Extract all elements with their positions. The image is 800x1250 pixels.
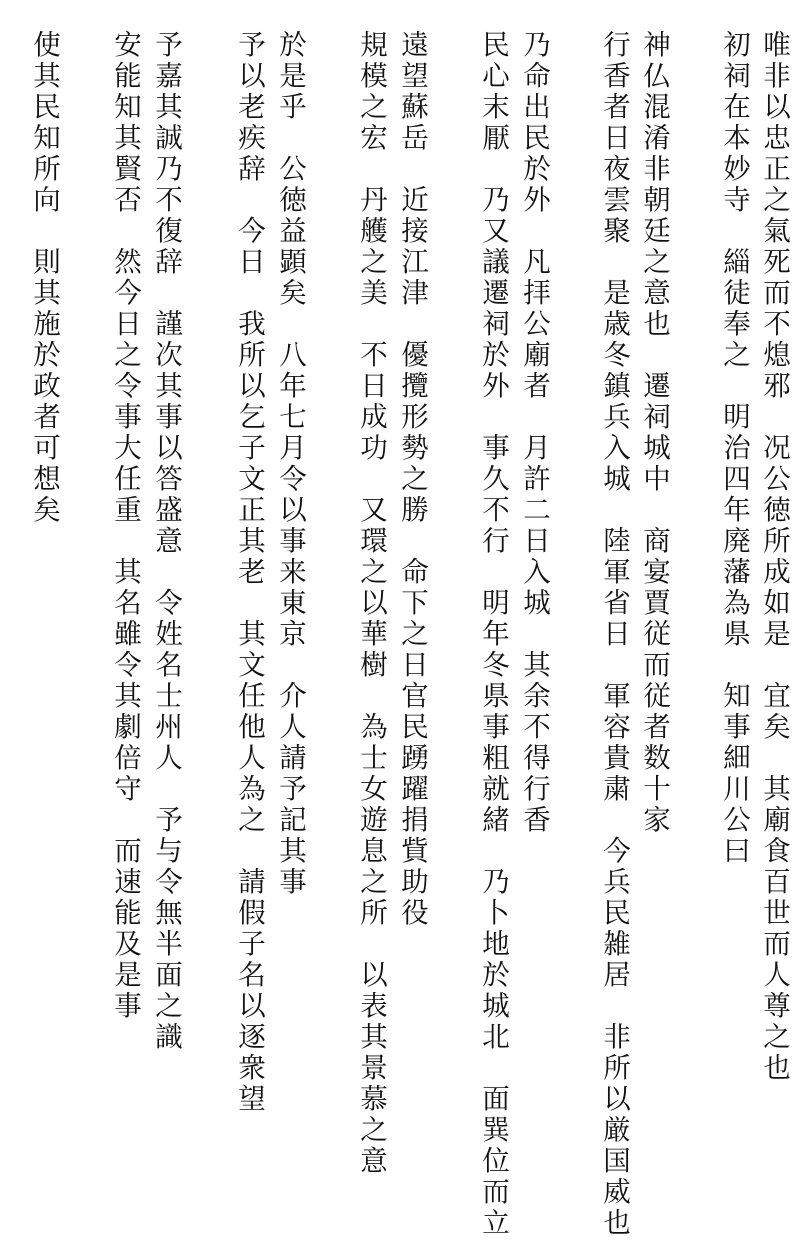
text-column-12: 安能知其賢否 然今日之令事大任重 其名雖令其劇倍守 而速能及是事 — [109, 30, 141, 1022]
text-column-1: 唯非以忠正之氣死而不熄邪 况公徳所成如是 宜矣 其廟食百世而人尊之也 — [758, 30, 790, 1084]
text-column-2: 初祠在本妙寺 緇徒奉之 明治四年廃藩為県 知事細川公曰 — [718, 30, 750, 867]
text-column-10: 予以老疾辞 今日 我所以乞子文正其老 其文任他人為之 請假子名以逐衆望 — [233, 30, 265, 1115]
text-column-4: 行香者日夜雲聚 是歳冬鎮兵入城 陸軍省日 軍容貴粛 今兵民雑居 非所以厳国威也 — [598, 30, 630, 1239]
text-column-11: 予嘉其誠乃不復辞 謹次其事以答盛意 令姓名士州人 予与令無半面之識 — [150, 30, 182, 1053]
text-column-9: 於是乎 公徳益顕矣 八年七月令以事来東京 介人請予記其事 — [274, 30, 306, 898]
text-column-6: 民心末厭 乃又議遷祠於外 事久不行 明年冬県事粗就緒 乃卜地於城北 面巽位而立 — [477, 30, 509, 1239]
text-column-3: 神仏混淆非朝廷之意也 遷祠城中 商宴賈従而従者数十家 — [638, 30, 670, 836]
text-column-5: 乃命出民於外 凡拝公廟者 月許二日入城 其余不得行香 — [518, 30, 550, 836]
text-column-7: 遠望蘇岳 近接江津 優攬形勢之勝 命下之日官民踴躍捐貲助役 — [396, 30, 428, 929]
text-column-13: 使其民知所向 則其施於政者可想矣 — [28, 30, 60, 526]
text-column-8: 規模之宏 丹艧之美 不日成功 又環之以華樹 為士女遊息之所 以表其景慕之意 — [355, 30, 387, 1177]
